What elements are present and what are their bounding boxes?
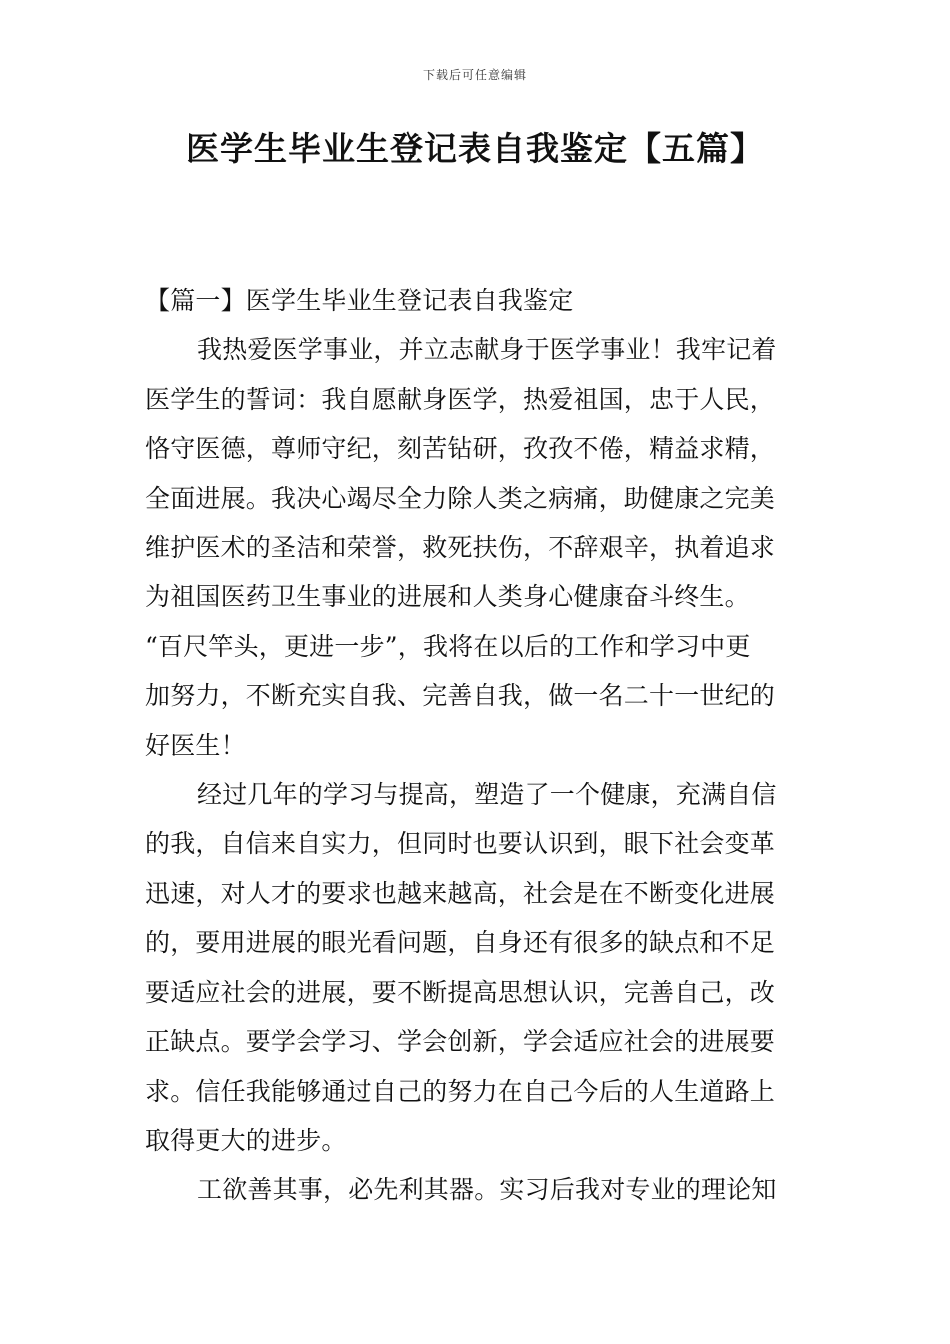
paragraph-line: 好医生！ bbox=[145, 730, 246, 760]
paragraph-line: 求。信任我能够通过自己的努力在自己今后的人生道路上 bbox=[145, 1076, 776, 1106]
section-heading: 【篇一】医学生毕业生登记表自我鉴定 bbox=[145, 286, 574, 315]
paragraph-3 bbox=[145, 1165, 810, 1214]
paragraph-line: “百尺竿头，更进一步”，我将在以后的工作和学习中更 bbox=[145, 631, 751, 661]
paragraph-line: 恪守医德，尊师守纪，刻苦钻研，孜孜不倦，精益求精， bbox=[145, 434, 776, 464]
paragraph-line: 迅速，对人才的要求也越来越高，社会是在不断变化进展 bbox=[145, 878, 776, 908]
paragraph-line: 维护医术的圣洁和荣誉，救死扶伤，不辞艰辛，执着追求 bbox=[145, 533, 776, 563]
paragraph-2 bbox=[145, 770, 810, 1165]
paragraph-line: 取得更大的进步。 bbox=[145, 1125, 347, 1155]
paragraph-line: 的，要用进展的眼光看问题，自身还有很多的缺点和不足 bbox=[145, 928, 776, 958]
header-note: 下载后可任意编辑 bbox=[422, 68, 527, 82]
paragraph-line: 我热爱医学事业，并立志献身于医学事业！我牢记着 bbox=[197, 335, 777, 365]
document-title: 医学生毕业生登记表自我鉴定【五篇】 bbox=[186, 129, 764, 168]
paragraph-line: 工欲善其事，必先利其器。实习后我对专业的理论知 bbox=[197, 1175, 777, 1205]
paragraph-line: 加努力，不断充实自我、完善自我，做一名二十一世纪的 bbox=[145, 681, 776, 711]
paragraph-line: 要适应社会的进展，要不断提高思想认识，完善自己，改 bbox=[145, 977, 776, 1007]
document-body bbox=[145, 276, 810, 1215]
paragraph-1 bbox=[145, 325, 810, 770]
paragraph-line: 医学生的誓词：我自愿献身医学，热爱祖国，忠于人民， bbox=[145, 384, 776, 414]
paragraph-line: 为祖国医药卫生事业的进展和人类身心健康奋斗终生。 bbox=[145, 582, 750, 612]
paragraph-line: 经过几年的学习与提高，塑造了一个健康，充满自信 bbox=[197, 780, 777, 810]
paragraph-line: 全面进展。我决心竭尽全力除人类之病痛，助健康之完美 bbox=[145, 483, 776, 513]
paragraph-line: 正缺点。要学会学习、学会创新，学会适应社会的进展要 bbox=[145, 1027, 776, 1057]
paragraph-line: 的我，自信来自实力，但同时也要认识到，眼下社会变革 bbox=[145, 829, 776, 859]
